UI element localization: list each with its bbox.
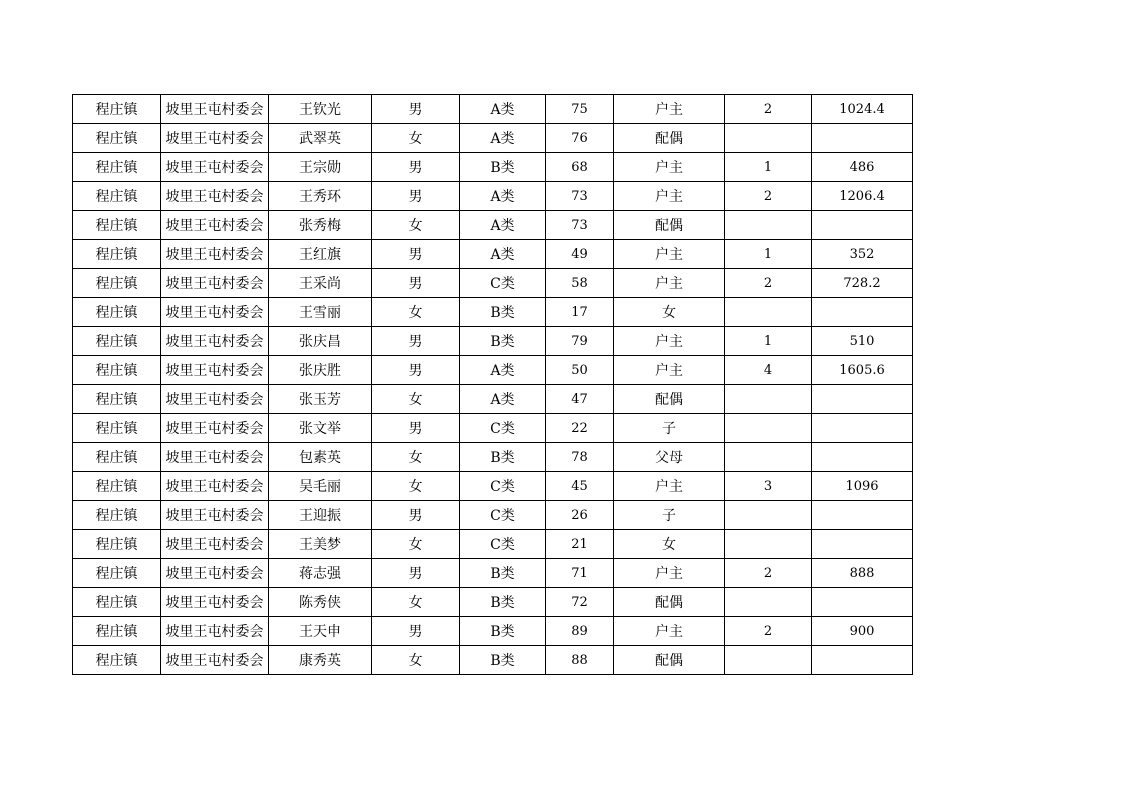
household-size-cell: 1	[725, 153, 812, 182]
table-row	[73, 559, 913, 588]
category-cell: A类	[460, 356, 546, 385]
household-size-cell	[725, 530, 812, 559]
age-cell: 26	[546, 501, 614, 530]
amount-cell: 352	[812, 240, 913, 269]
town-cell: 程庄镇	[73, 646, 161, 675]
data-table	[72, 94, 913, 675]
town-cell: 程庄镇	[73, 385, 161, 414]
age-cell: 22	[546, 414, 614, 443]
village-committee-cell: 坡里王屯村委会	[161, 95, 269, 124]
age-cell: 47	[546, 385, 614, 414]
table-row	[73, 385, 913, 414]
relation-cell: 户主	[614, 182, 725, 211]
age-cell: 58	[546, 269, 614, 298]
household-size-cell: 2	[725, 95, 812, 124]
household-size-cell	[725, 646, 812, 675]
amount-cell: 888	[812, 559, 913, 588]
village-committee-cell: 坡里王屯村委会	[161, 443, 269, 472]
amount-cell	[812, 646, 913, 675]
age-cell: 71	[546, 559, 614, 588]
gender-cell: 女	[372, 211, 460, 240]
amount-cell: 900	[812, 617, 913, 646]
age-cell: 50	[546, 356, 614, 385]
amount-cell	[812, 588, 913, 617]
gender-cell: 女	[372, 443, 460, 472]
gender-cell: 女	[372, 298, 460, 327]
amount-cell	[812, 530, 913, 559]
relation-cell: 女	[614, 298, 725, 327]
table-row	[73, 472, 913, 501]
town-cell: 程庄镇	[73, 588, 161, 617]
relation-cell: 配偶	[614, 211, 725, 240]
gender-cell: 男	[372, 501, 460, 530]
table-row	[73, 124, 913, 153]
name-cell: 武翠英	[269, 124, 372, 153]
table-row	[73, 443, 913, 472]
category-cell: B类	[460, 153, 546, 182]
gender-cell: 女	[372, 646, 460, 675]
table-body	[73, 95, 913, 675]
relation-cell: 配偶	[614, 646, 725, 675]
category-cell: A类	[460, 182, 546, 211]
town-cell: 程庄镇	[73, 356, 161, 385]
category-cell: A类	[460, 240, 546, 269]
town-cell: 程庄镇	[73, 617, 161, 646]
town-cell: 程庄镇	[73, 124, 161, 153]
amount-cell: 1605.6	[812, 356, 913, 385]
town-cell: 程庄镇	[73, 414, 161, 443]
gender-cell: 女	[372, 124, 460, 153]
town-cell: 程庄镇	[73, 211, 161, 240]
amount-cell: 486	[812, 153, 913, 182]
table-row	[73, 356, 913, 385]
age-cell: 73	[546, 211, 614, 240]
gender-cell: 女	[372, 530, 460, 559]
village-committee-cell: 坡里王屯村委会	[161, 124, 269, 153]
village-committee-cell: 坡里王屯村委会	[161, 182, 269, 211]
relation-cell: 户主	[614, 559, 725, 588]
town-cell: 程庄镇	[73, 443, 161, 472]
village-committee-cell: 坡里王屯村委会	[161, 385, 269, 414]
table-row	[73, 617, 913, 646]
amount-cell: 510	[812, 327, 913, 356]
category-cell: B类	[460, 617, 546, 646]
name-cell: 张玉芳	[269, 385, 372, 414]
name-cell: 张庆昌	[269, 327, 372, 356]
gender-cell: 男	[372, 95, 460, 124]
relation-cell: 户主	[614, 617, 725, 646]
age-cell: 68	[546, 153, 614, 182]
amount-cell	[812, 443, 913, 472]
town-cell: 程庄镇	[73, 269, 161, 298]
town-cell: 程庄镇	[73, 182, 161, 211]
name-cell: 王天申	[269, 617, 372, 646]
household-size-cell: 3	[725, 472, 812, 501]
village-committee-cell: 坡里王屯村委会	[161, 588, 269, 617]
relation-cell: 户主	[614, 153, 725, 182]
age-cell: 79	[546, 327, 614, 356]
gender-cell: 男	[372, 356, 460, 385]
name-cell: 张庆胜	[269, 356, 372, 385]
gender-cell: 男	[372, 559, 460, 588]
household-size-cell	[725, 588, 812, 617]
name-cell: 王秀环	[269, 182, 372, 211]
table-row	[73, 501, 913, 530]
household-size-cell: 1	[725, 240, 812, 269]
name-cell: 王雪丽	[269, 298, 372, 327]
category-cell: B类	[460, 588, 546, 617]
category-cell: B类	[460, 443, 546, 472]
table-row	[73, 588, 913, 617]
category-cell: C类	[460, 501, 546, 530]
category-cell: B类	[460, 646, 546, 675]
age-cell: 78	[546, 443, 614, 472]
gender-cell: 男	[372, 414, 460, 443]
category-cell: C类	[460, 472, 546, 501]
name-cell: 张文举	[269, 414, 372, 443]
age-cell: 89	[546, 617, 614, 646]
village-committee-cell: 坡里王屯村委会	[161, 646, 269, 675]
gender-cell: 女	[372, 588, 460, 617]
relation-cell: 子	[614, 501, 725, 530]
category-cell: B类	[460, 559, 546, 588]
relation-cell: 户主	[614, 327, 725, 356]
name-cell: 张秀梅	[269, 211, 372, 240]
relation-cell: 配偶	[614, 124, 725, 153]
household-size-cell	[725, 298, 812, 327]
village-committee-cell: 坡里王屯村委会	[161, 327, 269, 356]
household-size-cell	[725, 385, 812, 414]
table-row	[73, 298, 913, 327]
table-row	[73, 153, 913, 182]
category-cell: A类	[460, 95, 546, 124]
gender-cell: 男	[372, 182, 460, 211]
household-size-cell	[725, 443, 812, 472]
age-cell: 45	[546, 472, 614, 501]
village-committee-cell: 坡里王屯村委会	[161, 240, 269, 269]
village-committee-cell: 坡里王屯村委会	[161, 211, 269, 240]
name-cell: 蒋志强	[269, 559, 372, 588]
age-cell: 73	[546, 182, 614, 211]
household-size-cell: 2	[725, 269, 812, 298]
household-size-cell: 1	[725, 327, 812, 356]
amount-cell: 1024.4	[812, 95, 913, 124]
relation-cell: 女	[614, 530, 725, 559]
table-row	[73, 95, 913, 124]
age-cell: 72	[546, 588, 614, 617]
town-cell: 程庄镇	[73, 240, 161, 269]
relation-cell: 户主	[614, 356, 725, 385]
household-size-cell: 2	[725, 617, 812, 646]
age-cell: 21	[546, 530, 614, 559]
name-cell: 包素英	[269, 443, 372, 472]
table-row	[73, 530, 913, 559]
gender-cell: 女	[372, 472, 460, 501]
household-size-cell: 4	[725, 356, 812, 385]
name-cell: 王迎振	[269, 501, 372, 530]
amount-cell: 1206.4	[812, 182, 913, 211]
table-row	[73, 182, 913, 211]
gender-cell: 男	[372, 327, 460, 356]
category-cell: B类	[460, 298, 546, 327]
amount-cell	[812, 211, 913, 240]
category-cell: C类	[460, 269, 546, 298]
household-size-cell	[725, 124, 812, 153]
amount-cell	[812, 414, 913, 443]
name-cell: 康秀英	[269, 646, 372, 675]
relation-cell: 子	[614, 414, 725, 443]
relation-cell: 配偶	[614, 588, 725, 617]
amount-cell	[812, 124, 913, 153]
table-row	[73, 240, 913, 269]
gender-cell: 男	[372, 240, 460, 269]
table-row	[73, 414, 913, 443]
table-row	[73, 269, 913, 298]
table-row	[73, 646, 913, 675]
amount-cell: 1096	[812, 472, 913, 501]
name-cell: 王红旗	[269, 240, 372, 269]
village-committee-cell: 坡里王屯村委会	[161, 501, 269, 530]
village-committee-cell: 坡里王屯村委会	[161, 472, 269, 501]
age-cell: 76	[546, 124, 614, 153]
village-committee-cell: 坡里王屯村委会	[161, 153, 269, 182]
gender-cell: 男	[372, 269, 460, 298]
name-cell: 吴毛丽	[269, 472, 372, 501]
name-cell: 陈秀侠	[269, 588, 372, 617]
town-cell: 程庄镇	[73, 153, 161, 182]
relation-cell: 户主	[614, 95, 725, 124]
gender-cell: 男	[372, 617, 460, 646]
town-cell: 程庄镇	[73, 530, 161, 559]
town-cell: 程庄镇	[73, 501, 161, 530]
name-cell: 王采尚	[269, 269, 372, 298]
gender-cell: 男	[372, 153, 460, 182]
category-cell: A类	[460, 211, 546, 240]
category-cell: C类	[460, 530, 546, 559]
town-cell: 程庄镇	[73, 559, 161, 588]
household-size-cell	[725, 501, 812, 530]
age-cell: 17	[546, 298, 614, 327]
amount-cell	[812, 385, 913, 414]
table-row	[73, 327, 913, 356]
town-cell: 程庄镇	[73, 472, 161, 501]
age-cell: 75	[546, 95, 614, 124]
table-row	[73, 211, 913, 240]
name-cell: 王钦光	[269, 95, 372, 124]
name-cell: 王宗勋	[269, 153, 372, 182]
category-cell: A类	[460, 385, 546, 414]
village-committee-cell: 坡里王屯村委会	[161, 559, 269, 588]
relation-cell: 配偶	[614, 385, 725, 414]
gender-cell: 女	[372, 385, 460, 414]
age-cell: 88	[546, 646, 614, 675]
amount-cell: 728.2	[812, 269, 913, 298]
amount-cell	[812, 501, 913, 530]
village-committee-cell: 坡里王屯村委会	[161, 269, 269, 298]
relation-cell: 户主	[614, 240, 725, 269]
village-committee-cell: 坡里王屯村委会	[161, 530, 269, 559]
town-cell: 程庄镇	[73, 298, 161, 327]
relation-cell: 户主	[614, 269, 725, 298]
relation-cell: 父母	[614, 443, 725, 472]
category-cell: C类	[460, 414, 546, 443]
town-cell: 程庄镇	[73, 327, 161, 356]
name-cell: 王美梦	[269, 530, 372, 559]
age-cell: 49	[546, 240, 614, 269]
village-committee-cell: 坡里王屯村委会	[161, 414, 269, 443]
household-size-cell: 2	[725, 182, 812, 211]
amount-cell	[812, 298, 913, 327]
category-cell: B类	[460, 327, 546, 356]
village-committee-cell: 坡里王屯村委会	[161, 298, 269, 327]
household-size-cell	[725, 211, 812, 240]
village-committee-cell: 坡里王屯村委会	[161, 617, 269, 646]
relation-cell: 户主	[614, 472, 725, 501]
household-size-cell	[725, 414, 812, 443]
category-cell: A类	[460, 124, 546, 153]
village-committee-cell: 坡里王屯村委会	[161, 356, 269, 385]
household-size-cell: 2	[725, 559, 812, 588]
town-cell: 程庄镇	[73, 95, 161, 124]
